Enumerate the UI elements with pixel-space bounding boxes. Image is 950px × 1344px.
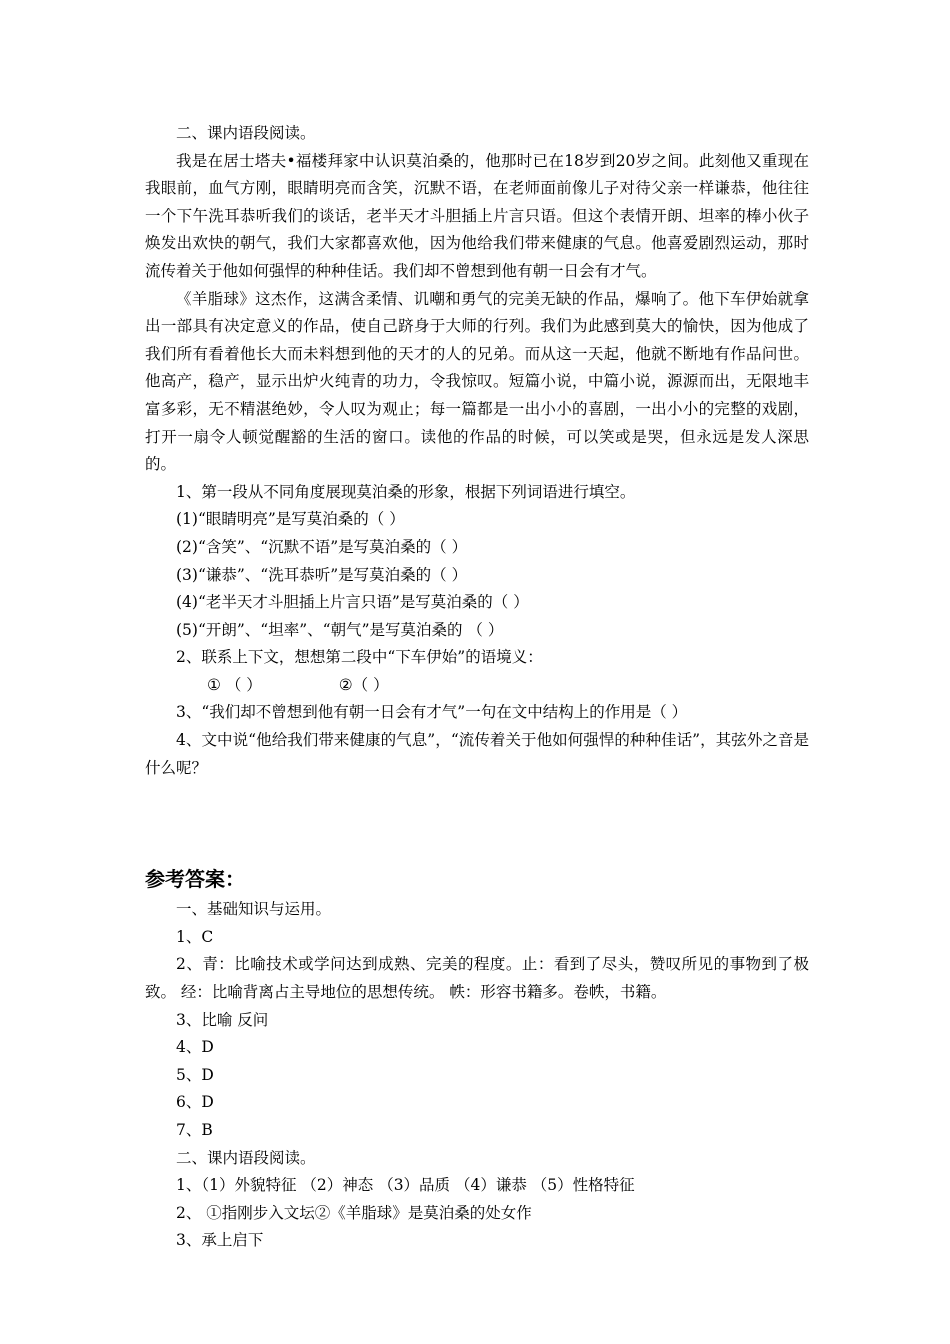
reading-answer-1: 1、（1）外貌特征 （2）神态 （3）品质 （4）谦恭 （5）性格特征 [176, 1176, 635, 1195]
reading-heading: 二、课内语段阅读。 [176, 124, 316, 142]
answer-5: 5、D [176, 1065, 214, 1084]
section-spacer [145, 782, 809, 862]
question-2-blank-1: ① （ ） [207, 675, 262, 694]
question-1-item-3: (3)“谦恭”、“洗耳恭听”是写莫泊桑的（ ） [176, 565, 468, 584]
reading-answer-3: 3、承上启下 [176, 1231, 264, 1250]
answer-7: 7、B [176, 1121, 213, 1139]
question-4: 4、文中说“他给我们带来健康的气息”，“流传着关于他如何强悍的种种佳话”，其弦外之音是什么呢？ [145, 731, 809, 777]
passage-paragraph-1: 我是在居士塔夫•福楼拜家中认识莫泊桑的，他那时已在18岁到20岁之间。此刻他又重现在我眼前，血气方刚，眼睛明亮而含笑，沉默不语，在老师面前像儿子对待父亲一样谦恭，他往往一个下午洗耳恭听我们的谈话，老半天才斗胆插上片言只语。但这个表情开朗、坦率的棒小伙子焕发出欢快的朝气，我们大家都喜欢他，因为他给我们带来健康的气息。他喜爱剧烈运动，那时流传着关于他如何强悍的种种佳话。我们却不曾想到他有朝一日会有才气。 [145, 151, 809, 280]
question-1-item-2: (2)“含笑”、“沉默不语”是写莫泊桑的（ ） [176, 537, 468, 556]
answer-4: 4、D [176, 1038, 214, 1057]
question-1-item-5: (5)“开朗”、“坦率”、“朝气”是写莫泊桑的 （ ） [176, 620, 504, 639]
answer-section-2-heading: 二、课内语段阅读。 [176, 1148, 316, 1167]
reading-answer-2: 2、 ①指刚步入文坛②《羊脂球》是莫泊桑的处女作 [176, 1203, 532, 1222]
answer-key-title: 参考答案： [145, 867, 245, 892]
passage-paragraph-2: 《羊脂球》这杰作，这满含柔情、讥嘲和勇气的完美无缺的作品，爆响了。他下车伊始就拿出一部具有决定意义的作品，使自己跻身于大师的行列。我们为此感到莫大的愉快，因为他成了我们所有看着他长大而未料想到他的天才的人的兄弟。而从这一天起，他就不断地有作品问世。他高产，稳产，显示出炉火纯青的功力，令我惊叹。短篇小说，中篇小说，源源而出，无限地丰富多彩，无不精湛绝妙，令人叹为观止；每一篇都是一出小小的喜剧，一出小小的完整的戏剧，打开一扇令人顿觉醒豁的生活的窗口。读他的作品的时候，可以笑或是哭，但永远是发人深思的。 [145, 289, 809, 474]
question-3: 3、“我们却不曾想到他有朝一日会有才气”一句在文中结构上的作用是（ ） [176, 703, 688, 722]
answer-6: 6、D [176, 1093, 214, 1112]
question-2: 2、联系上下文，想想第二段中“下车伊始”的语境义： [176, 648, 543, 667]
answer-2: 2、青：比喻技术或学问达到成熟、完美的程度。止：看到了尽头，赞叹所见的事物到了极致。 经：比喻背离占主导地位的思想传统。 帙：形容书籍多。卷帙，书籍。 [145, 955, 809, 1002]
question-2-blank-2: ②（ ） [338, 675, 389, 694]
answer-1: 1、C [176, 927, 214, 946]
question-1-item-1: (1)“眼睛明亮”是写莫泊桑的（ ） [176, 510, 405, 529]
question-2-blanks [145, 672, 809, 700]
answer-section-1-heading: 一、基础知识与运用。 [176, 900, 332, 919]
answer-3: 3、比喻 反问 [176, 1010, 269, 1029]
question-1-item-4: (4)“老半天才斗胆插上片言只语”是写莫泊桑的（ ） [176, 593, 529, 612]
document-body [145, 120, 809, 1255]
question-1: 1、第一段从不同角度展现莫泊桑的形象，根据下列词语进行填空。 [176, 482, 636, 501]
